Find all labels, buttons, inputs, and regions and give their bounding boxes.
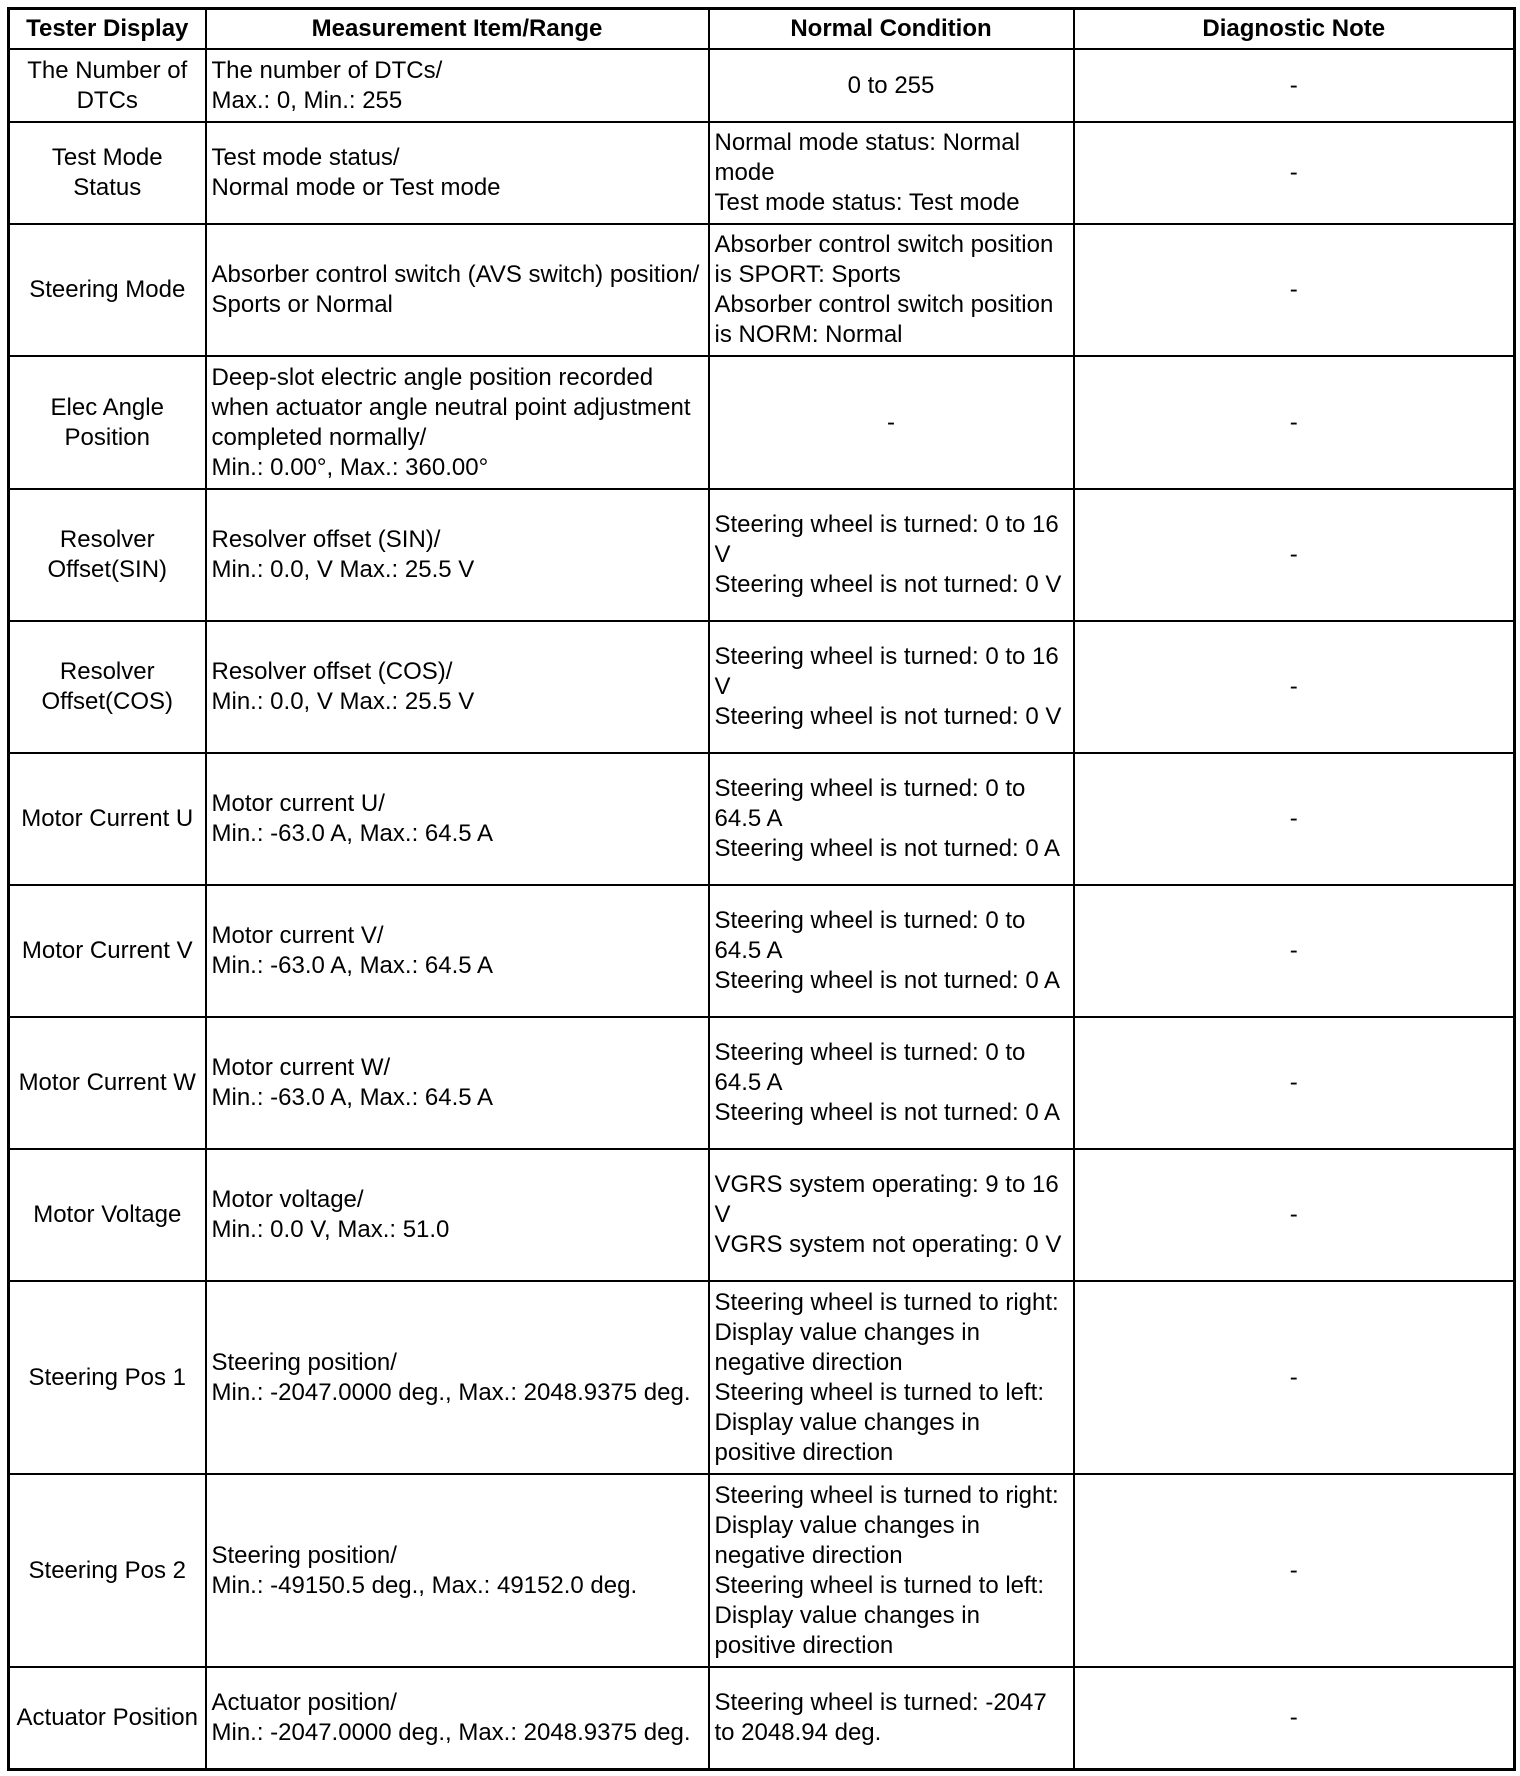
measurement-cell: Deep-slot electric angle position recorded when actuator angle neutral point adjustment completed normally/ Min.: 0.00°, Max.: 360.00° xyxy=(206,356,709,489)
tester-display-cell: Motor Current W xyxy=(9,1017,206,1149)
table-row xyxy=(9,753,1515,885)
measurement-cell: Actuator position/ Min.: -2047.0000 deg., Max.: 2048.9375 deg. xyxy=(206,1667,709,1769)
normal-condition-cell: Steering wheel is turned: -2047 to 2048.94 deg. xyxy=(709,1667,1074,1769)
table-row xyxy=(9,1149,1515,1281)
measurement-cell: Motor current U/ Min.: -63.0 A, Max.: 64.5 A xyxy=(206,753,709,885)
normal-condition-cell: VGRS system operating: 9 to 16 V VGRS system not operating: 0 V xyxy=(709,1149,1074,1281)
diagnostic-note-cell: - xyxy=(1074,1017,1515,1149)
table-row xyxy=(9,356,1515,489)
diagnostic-note-cell: - xyxy=(1074,489,1515,621)
measurement-cell: Steering position/ Min.: -49150.5 deg., Max.: 49152.0 deg. xyxy=(206,1474,709,1667)
measurement-cell: The number of DTCs/ Max.: 0, Min.: 255 xyxy=(206,49,709,122)
table-row xyxy=(9,1017,1515,1149)
normal-condition-cell: Steering wheel is turned: 0 to 64.5 A Steering wheel is not turned: 0 A xyxy=(709,1017,1074,1149)
header-tester-display: Tester Display xyxy=(9,9,206,50)
measurement-cell: Absorber control switch (AVS switch) position/ Sports or Normal xyxy=(206,224,709,356)
tester-display-cell: Actuator Position xyxy=(9,1667,206,1769)
tester-display-cell: Elec Angle Position xyxy=(9,356,206,489)
normal-condition-cell: Steering wheel is turned: 0 to 16 V Steering wheel is not turned: 0 V xyxy=(709,621,1074,753)
tester-display-cell: Test Mode Status xyxy=(9,122,206,224)
normal-condition-cell: Steering wheel is turned: 0 to 64.5 A Steering wheel is not turned: 0 A xyxy=(709,753,1074,885)
measurement-cell: Resolver offset (SIN)/ Min.: 0.0, V Max.: 25.5 V xyxy=(206,489,709,621)
measurement-cell: Steering position/ Min.: -2047.0000 deg., Max.: 2048.9375 deg. xyxy=(206,1281,709,1474)
table-row xyxy=(9,621,1515,753)
measurement-cell: Motor voltage/ Min.: 0.0 V, Max.: 51.0 xyxy=(206,1149,709,1281)
tester-display-cell: Motor Current U xyxy=(9,753,206,885)
diagnostic-note-cell: - xyxy=(1074,1281,1515,1474)
diagnostic-note-cell: - xyxy=(1074,753,1515,885)
measurement-cell: Test mode status/ Normal mode or Test mode xyxy=(206,122,709,224)
measurement-cell: Motor current W/ Min.: -63.0 A, Max.: 64.5 A xyxy=(206,1017,709,1149)
diagnostic-note-cell: - xyxy=(1074,1667,1515,1769)
tester-display-cell: Resolver Offset(SIN) xyxy=(9,489,206,621)
data-list-table xyxy=(7,7,1516,1771)
tester-display-cell: Steering Pos 1 xyxy=(9,1281,206,1474)
diagnostic-note-cell: - xyxy=(1074,122,1515,224)
diagnostic-note-cell: - xyxy=(1074,1149,1515,1281)
normal-condition-cell: Absorber control switch position is SPORT: Sports Absorber control switch position is NORM: Normal xyxy=(709,224,1074,356)
normal-condition-cell: Steering wheel is turned to right: Display value changes in negative direction Steering wheel is turned to left: Display value changes in positive direction xyxy=(709,1474,1074,1667)
table-row xyxy=(9,885,1515,1017)
tester-display-cell: Motor Voltage xyxy=(9,1149,206,1281)
tester-display-cell: Motor Current V xyxy=(9,885,206,1017)
tester-display-cell: Resolver Offset(COS) xyxy=(9,621,206,753)
normal-condition-cell: - xyxy=(709,356,1074,489)
diagnostic-note-cell: - xyxy=(1074,1474,1515,1667)
header-normal-condition: Normal Condition xyxy=(709,9,1074,50)
table-row xyxy=(9,1667,1515,1769)
measurement-cell: Motor current V/ Min.: -63.0 A, Max.: 64.5 A xyxy=(206,885,709,1017)
normal-condition-cell: Steering wheel is turned: 0 to 64.5 A Steering wheel is not turned: 0 A xyxy=(709,885,1074,1017)
normal-condition-cell: Steering wheel is turned: 0 to 16 V Steering wheel is not turned: 0 V xyxy=(709,489,1074,621)
diagnostic-note-cell: - xyxy=(1074,49,1515,122)
tester-display-cell: Steering Mode xyxy=(9,224,206,356)
table-row xyxy=(9,1474,1515,1667)
normal-condition-cell: Normal mode status: Normal mode Test mode status: Test mode xyxy=(709,122,1074,224)
table-row xyxy=(9,489,1515,621)
table-row xyxy=(9,122,1515,224)
diagnostic-note-cell: - xyxy=(1074,621,1515,753)
measurement-cell: Resolver offset (COS)/ Min.: 0.0, V Max.: 25.5 V xyxy=(206,621,709,753)
table-row xyxy=(9,49,1515,122)
table-header-row xyxy=(9,9,1515,50)
table-row xyxy=(9,1281,1515,1474)
diagnostic-note-cell: - xyxy=(1074,356,1515,489)
tester-display-cell: The Number of DTCs xyxy=(9,49,206,122)
table-row xyxy=(9,224,1515,356)
header-measurement-item: Measurement Item/Range xyxy=(206,9,709,50)
header-diagnostic-note: Diagnostic Note xyxy=(1074,9,1515,50)
diagnostic-note-cell: - xyxy=(1074,885,1515,1017)
normal-condition-cell: 0 to 255 xyxy=(709,49,1074,122)
diagnostic-note-cell: - xyxy=(1074,224,1515,356)
tester-display-cell: Steering Pos 2 xyxy=(9,1474,206,1667)
normal-condition-cell: Steering wheel is turned to right: Display value changes in negative direction Steering wheel is turned to left: Display value changes in positive direction xyxy=(709,1281,1074,1474)
